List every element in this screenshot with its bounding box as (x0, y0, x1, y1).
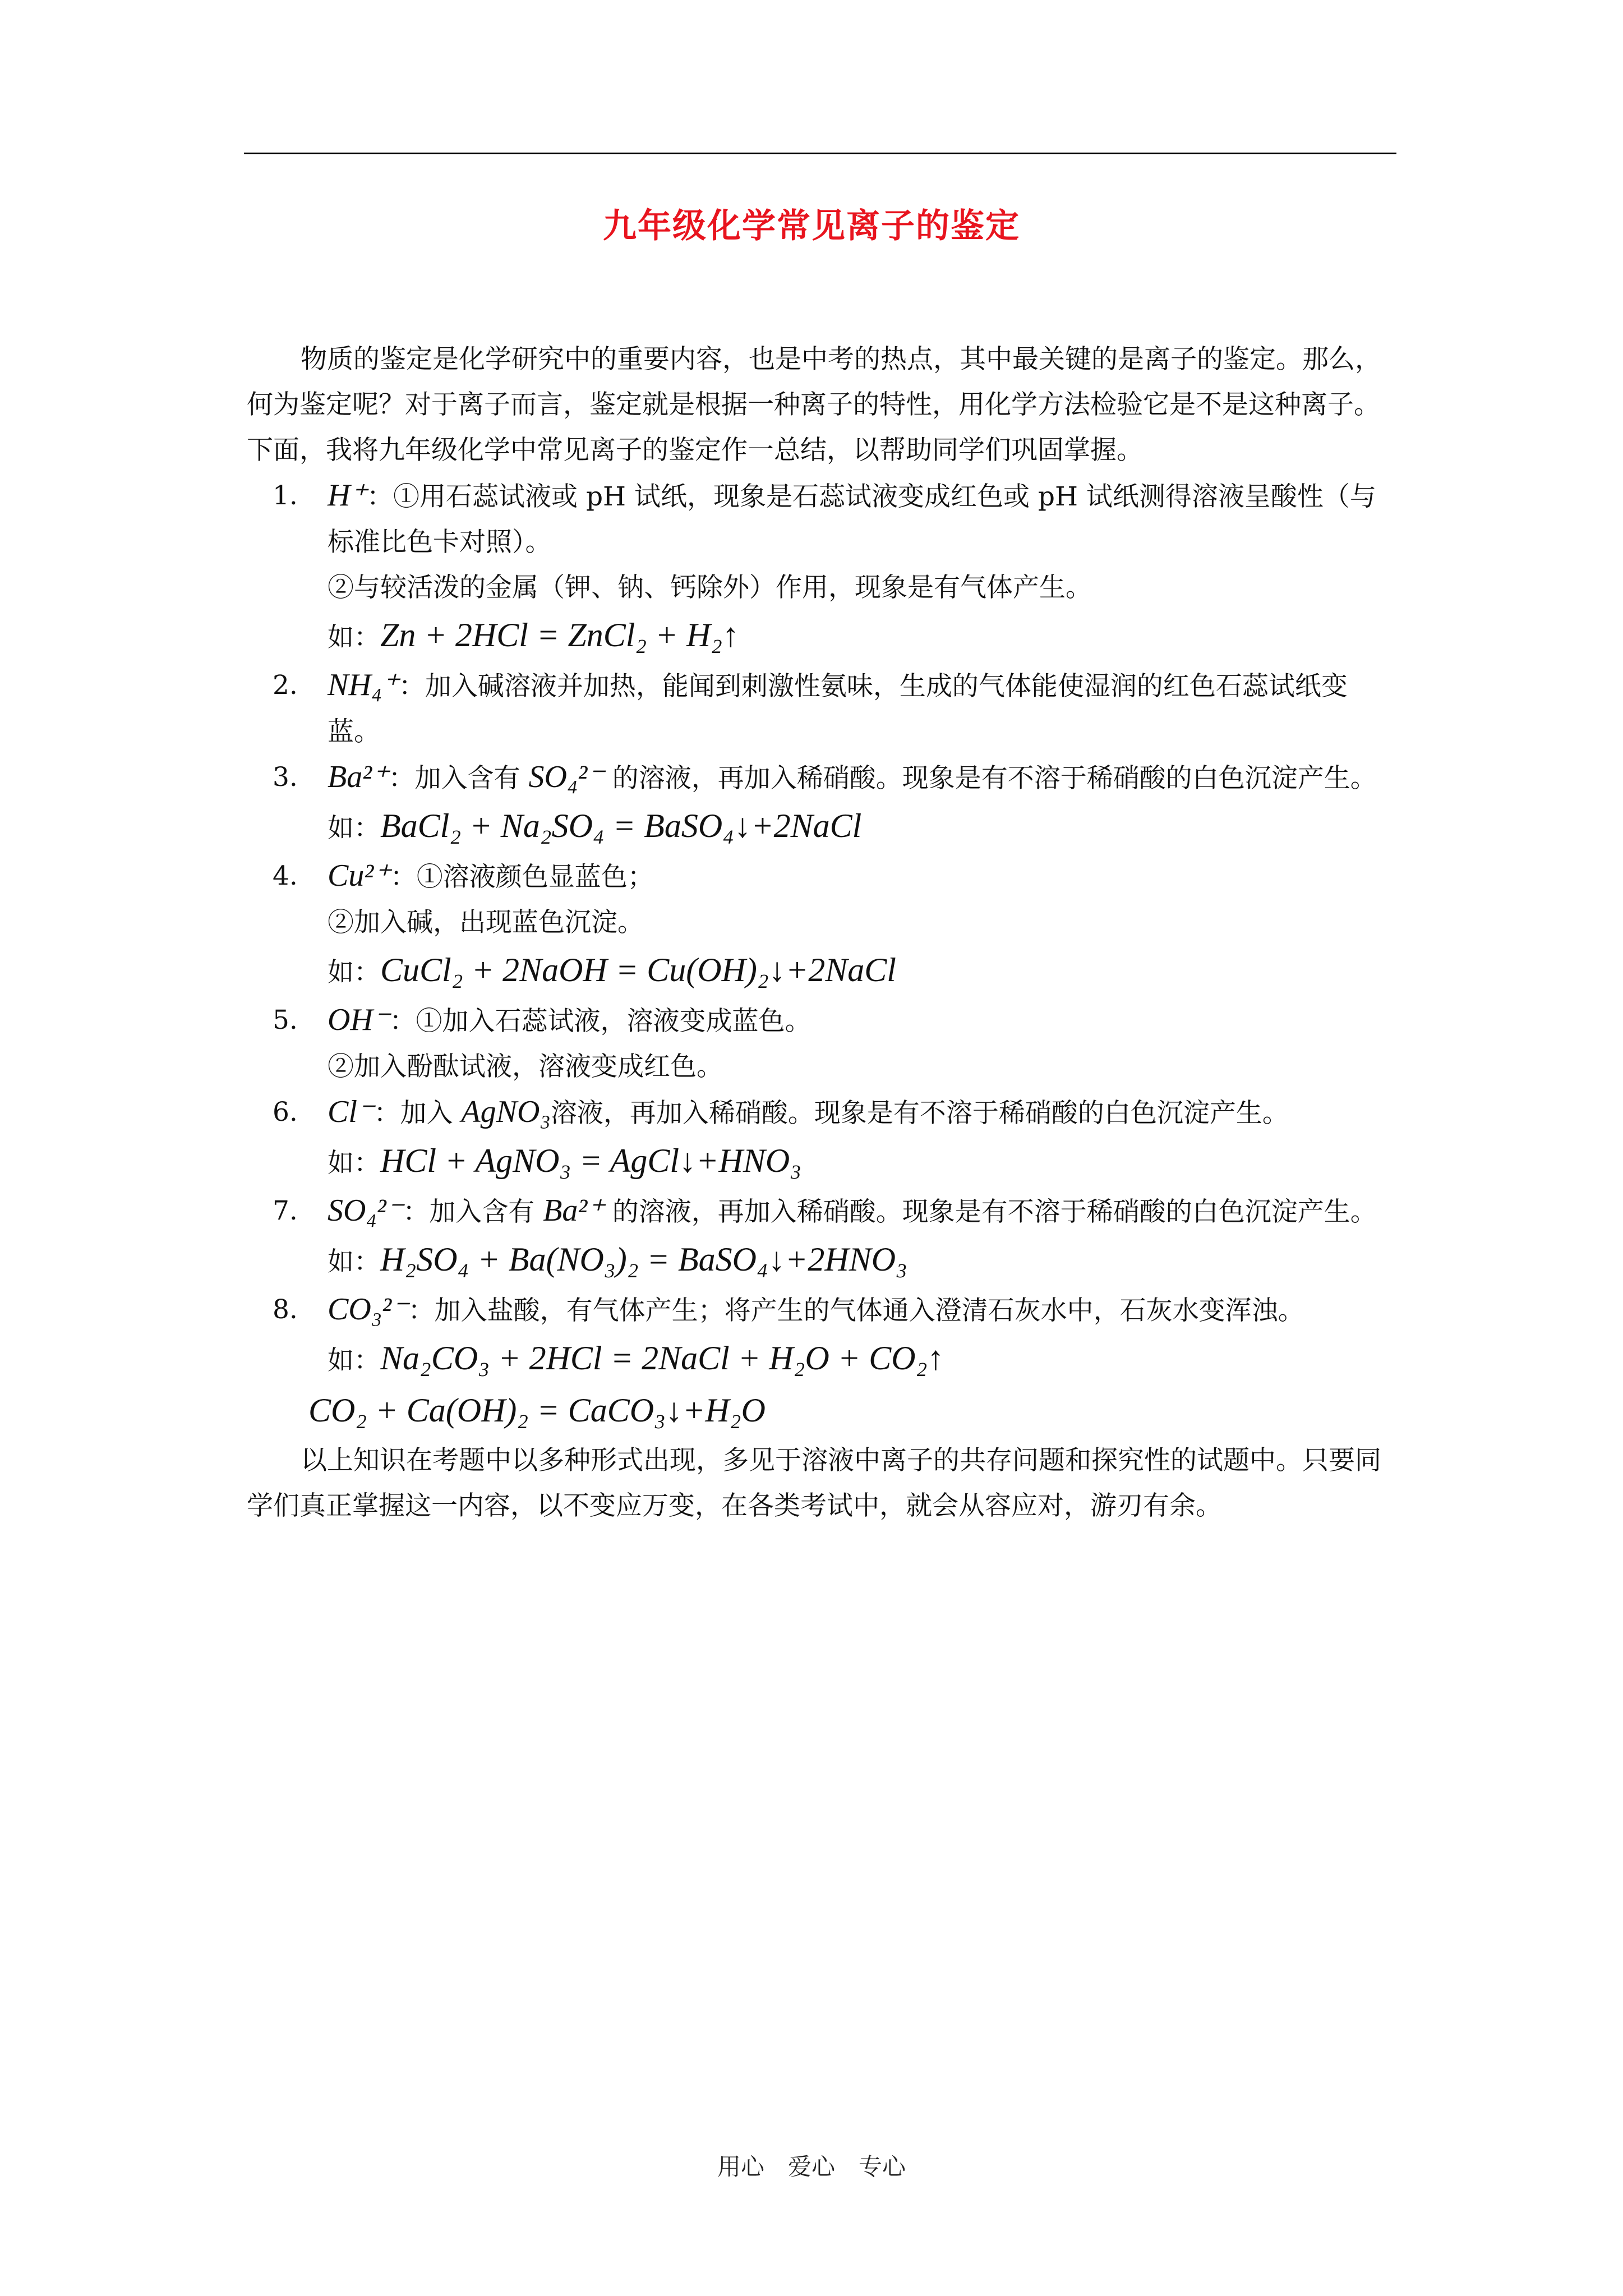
item-text: ：加入 (374, 1098, 462, 1129)
intro-paragraph: 物质的鉴定是化学研究中的重要内容，也是中考的热点，其中最关键的是离子的鉴定。那么，何为鉴定呢？对于离子而言，鉴定就是根据一种离子的特性，用化学方法检验它是不是这种离子。下面，我将九年级化学中常见离子的鉴定作一总结，以帮助同学们巩固掌握。 (247, 344, 1381, 466)
item-subline: ②加入酚酞试液，溶液变成红色。 (328, 1051, 723, 1082)
list-item (247, 473, 1396, 565)
item-text: ：加入含有 (388, 763, 529, 794)
item-text: ：①溶液颜色显蓝色； (390, 862, 654, 892)
item-text: ：加入碱溶液并加热，能闻到刺激性氨味，生成的气体能使湿润的红色石蕊试纸变蓝。 (328, 671, 1348, 747)
list-item (247, 1287, 1396, 1333)
item-number: 6. (273, 1097, 298, 1128)
list-item (247, 997, 1396, 1044)
list-item (247, 853, 1396, 900)
ion-formula: Ba²⁺ (543, 1193, 604, 1228)
document-body (247, 337, 1396, 1529)
example-label: 如： (328, 1345, 380, 1376)
ion-formula: Cl⁻ (328, 1094, 374, 1129)
equation-line (247, 1136, 1396, 1188)
ion-formula: OH⁻ (328, 1002, 390, 1037)
ion-formula: H⁺ (328, 478, 367, 513)
equation: H₂SO₄ + Ba(NO₃)₂ = BaSO₄↓+2HNO₃ (380, 1241, 907, 1278)
equation: HCl + AgNO₃ = AgCl↓+HNO₃ (380, 1142, 802, 1179)
item-text: ：①用石蕊试液或 pH 试纸，现象是石蕊试液变成红色或 pH 试纸测得溶液呈酸性（与标准比色卡对照）。 (328, 481, 1376, 558)
equation-line (247, 801, 1396, 853)
page-title: 九年级化学常见离子的鉴定 (603, 206, 1020, 246)
ion-formula: Ba²⁺ (328, 760, 389, 794)
ion-formula: Cu²⁺ (328, 858, 390, 893)
equation-line (247, 945, 1396, 997)
equation: Zn + 2HCl = ZnCl₂ + H₂↑ (380, 616, 739, 654)
equation-line (247, 1386, 1396, 1438)
item-text: 溶液，再加入稀硝酸。现象是有不溶于稀硝酸的白色沉淀产生。 (550, 1098, 1289, 1129)
conclusion-paragraph: 以上知识在考题中以多种形式出现，多见于溶液中离子的共存问题和探究性的试题中。只要同学们真正掌握这一内容，以不变应万变，在各类考试中，就会从容应对，游刃有余。 (247, 1445, 1381, 1521)
ion-formula: SO₄²⁻ (528, 760, 604, 794)
item-subline: ②与较活泼的金属（钾、钠、钙除外）作用，现象是有气体产生。 (328, 572, 1092, 603)
item-number: 7. (273, 1195, 298, 1226)
item-text: 的溶液，再加入稀硝酸。现象是有不溶于稀硝酸的白色沉淀产生。 (603, 1197, 1377, 1227)
list-item (247, 662, 1396, 754)
item-number: 5. (273, 1005, 298, 1036)
equation: CO₂ + Ca(OH)₂ = CaCO₃↓+H₂O (308, 1392, 766, 1429)
example-label: 如： (328, 813, 380, 844)
item-number: 4. (273, 861, 298, 891)
list-item (247, 1188, 1396, 1235)
header-rule (244, 153, 1396, 154)
item-subline: ②加入碱，出现蓝色沉淀。 (328, 907, 644, 938)
ion-formula: AgNO₃ (461, 1094, 551, 1129)
equation-line (247, 610, 1396, 662)
item-number: 1. (273, 480, 298, 511)
item-text: ：加入盐酸，有气体产生；将产生的气体通入澄清石灰水中，石灰水变浑浊。 (408, 1295, 1304, 1326)
item-number: 2. (273, 670, 298, 701)
ion-formula: SO₄²⁻ (328, 1193, 403, 1228)
item-number: 3. (273, 762, 298, 793)
item-number: 8. (273, 1294, 298, 1325)
ion-formula: CO₃²⁻ (328, 1292, 408, 1327)
item-text: 的溶液，再加入稀硝酸。现象是有不溶于稀硝酸的白色沉淀产生。 (603, 763, 1377, 794)
example-label: 如： (328, 1246, 380, 1277)
page-footer: 用心 爱心 专心 (717, 2153, 906, 2180)
equation: Na₂CO₃ + 2HCl = 2NaCl + H₂O + CO₂↑ (380, 1340, 944, 1377)
item-text: ：①加入石蕊试液，溶液变成蓝色。 (389, 1006, 811, 1037)
list-item (247, 754, 1396, 801)
item-text: ：加入含有 (403, 1197, 543, 1227)
equation-line (247, 1235, 1396, 1287)
ion-formula: NH₄⁺ (328, 668, 399, 702)
example-label: 如： (328, 1148, 380, 1179)
list-item (247, 1089, 1396, 1136)
equation: BaCl₂ + Na₂SO₄ = BaSO₄↓+2NaCl (380, 807, 862, 844)
example-label: 如： (328, 957, 380, 988)
equation: CuCl₂ + 2NaOH = Cu(OH)₂↓+2NaCl (380, 951, 896, 988)
example-label: 如： (328, 622, 380, 653)
equation-line (247, 1333, 1396, 1386)
